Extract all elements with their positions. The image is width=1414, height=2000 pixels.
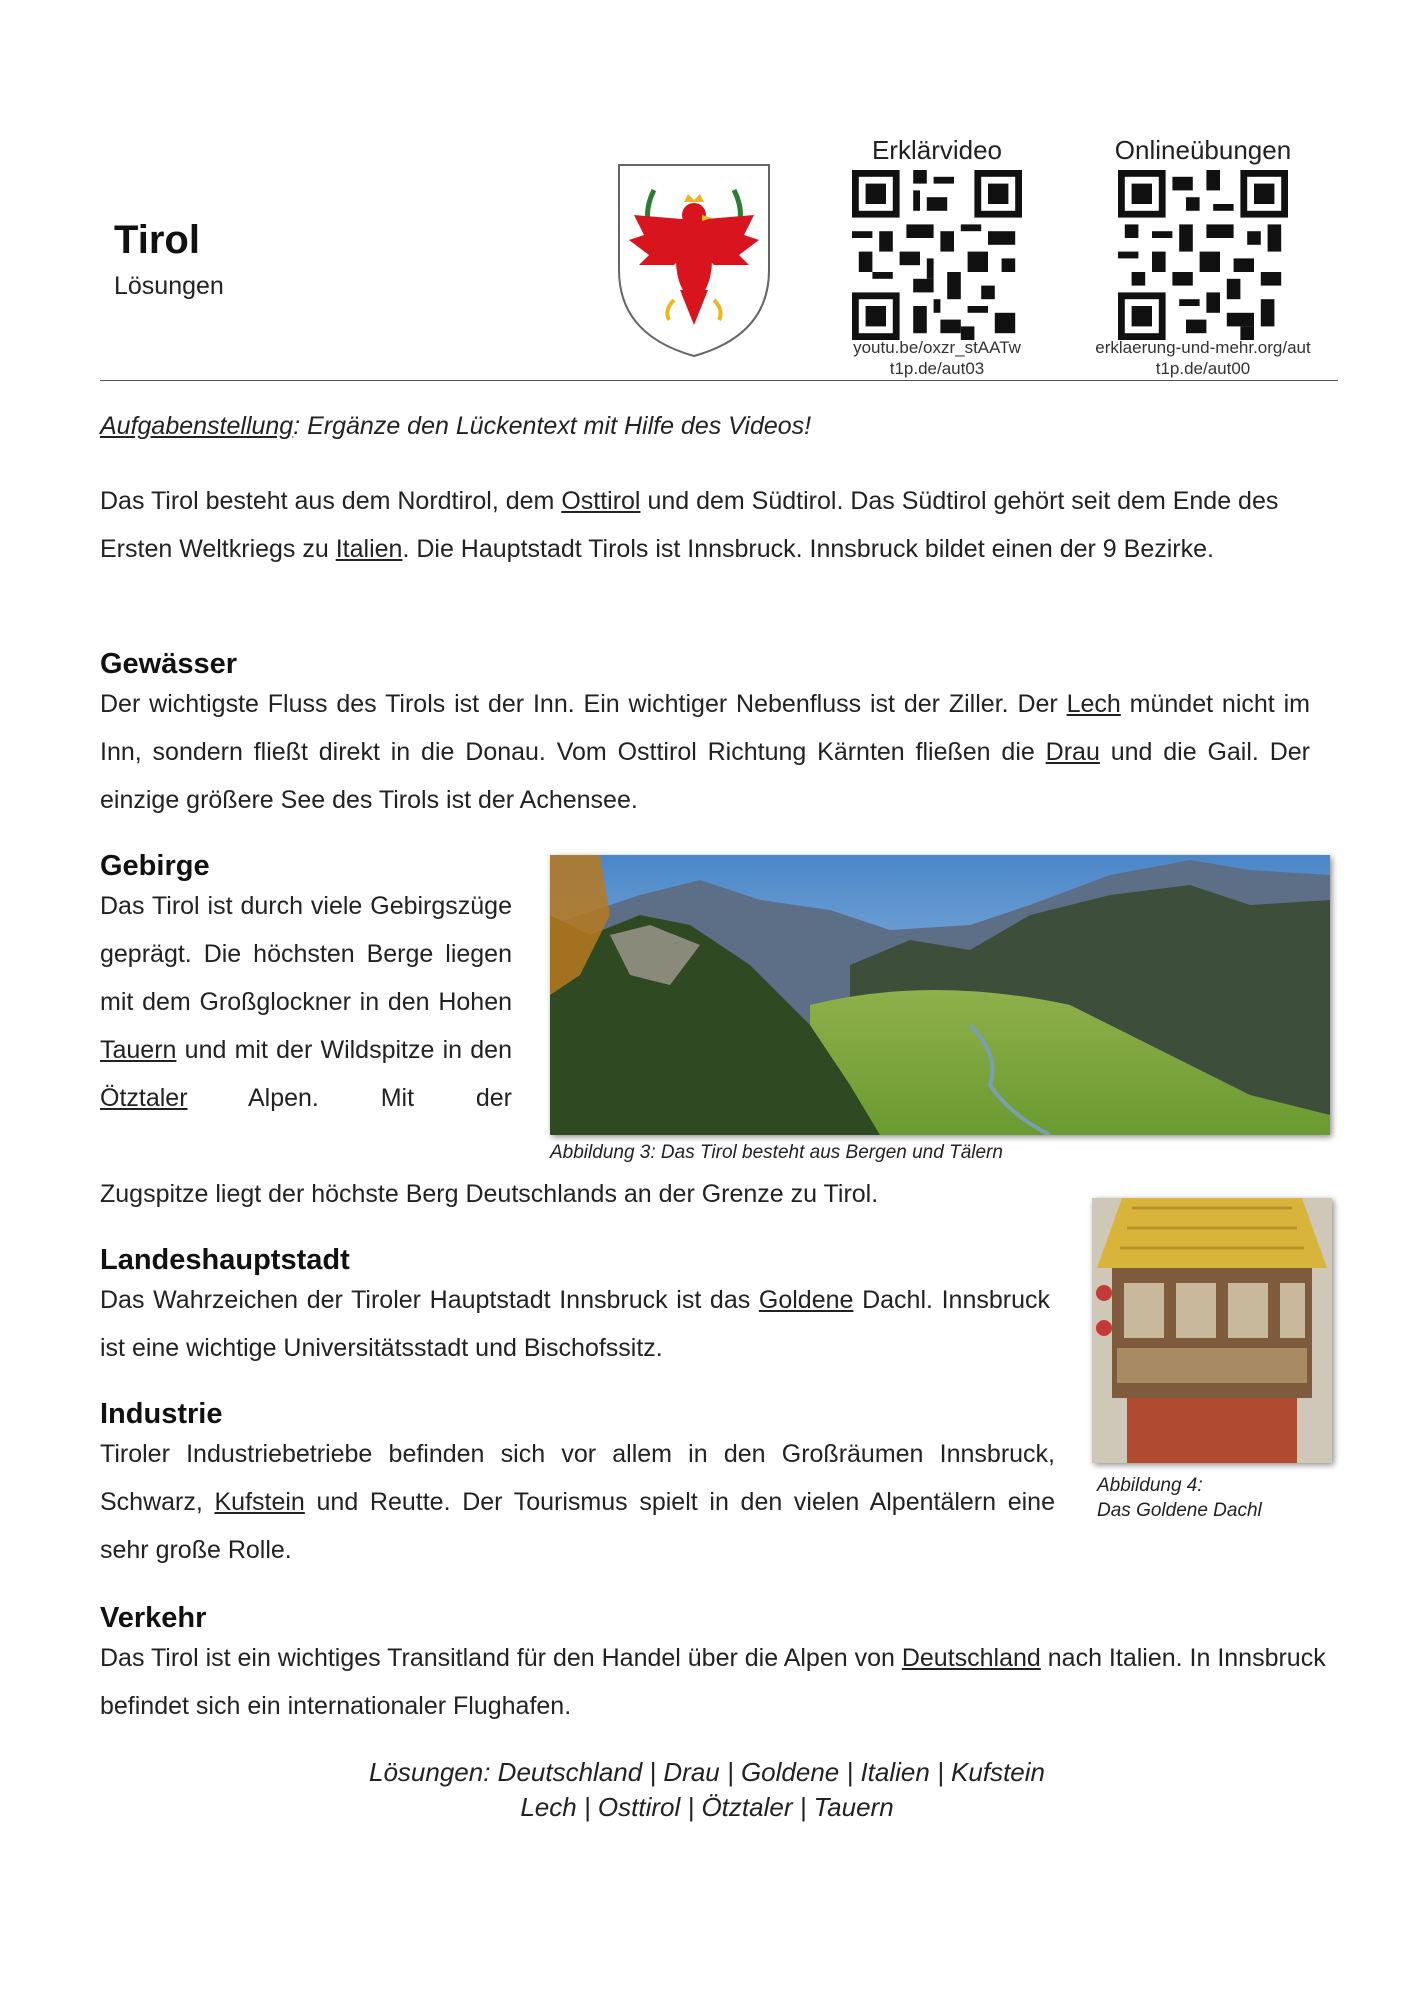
verkehr-text-2: nach Italien. In Innsbruck befindet sich ein internationaler Flughafen. [100,1644,1326,1720]
gap-oetztaler: Ötztaler [100,1084,188,1112]
gap-osttirol: Osttirol [561,487,641,515]
intro-text-3: . Die Hauptstadt Tirols ist Innsbruck. Innsbruck bildet einen der 9 Bezirke. [402,535,1214,563]
gap-tauern: Tauern [100,1036,177,1064]
page-subtitle: Lösungen [114,272,224,300]
figure-3-caption: Abbildung 3: Das Tirol besteht aus Bergen und Tälern [550,1142,1003,1163]
qr-code-exercises-icon[interactable] [1118,170,1288,340]
heading-gebirge: Gebirge [100,850,210,882]
qr-exercises-url[interactable]: erklaerung-und-mehr.org/aut [1095,338,1311,357]
intro-text-2: und dem Südtirol. Das Südtirol gehört seit dem Ende des Ersten Weltkriegs zu [100,487,1279,563]
gewaesser-text-3: und die Gail. Der einzige größere See des Tirols ist der Achensee. [100,738,1310,814]
gebirge-text-3: Alpen. Mit der [187,1084,512,1112]
gap-italien: Italien [335,535,403,563]
qr-video-url[interactable]: youtu.be/oxzr_stAATw [853,338,1021,357]
task-instruction [100,412,811,441]
solutions-box [40,1755,1374,1825]
gap-kufstein: Kufstein [214,1488,305,1516]
tirol-coat-of-arms [614,160,774,360]
gap-lech: Lech [1066,690,1121,718]
landeshauptstadt-text-2: Dachl. Innsbruck ist eine wichtige Universitätsstadt und Bischofssitz. [100,1286,1050,1362]
mountain-valley-photo [550,855,1330,1135]
golden-roof-photo [1092,1198,1332,1463]
landeshauptstadt-paragraph [100,1276,1050,1372]
intro-paragraph [100,477,1310,573]
landeshauptstadt-text-1: Das Wahrzeichen der Tiroler Hauptstadt Innsbruck ist das [100,1286,759,1314]
heading-gewaesser: Gewässer [100,648,238,680]
verkehr-text-1: Das Tirol ist ein wichtiges Transitland für den Handel über die Alpen von [100,1644,902,1672]
figure-4-caption-line-2: Das Goldene Dachl [1097,1500,1262,1521]
solutions-line-1: Lösungen: Deutschland | Drau | Goldene | Italien | Kufstein [369,1757,1045,1787]
industrie-text-2: und Reutte. Der Tourismus spielt in den vielen Alpentälern eine sehr große Rolle. [100,1488,1055,1564]
header-divider [100,380,1338,381]
gewaesser-text-1: Der wichtigste Fluss des Tirols ist der Inn. Ein wichtiger Nebenfluss ist der Ziller. Der [100,690,1067,718]
heading-industrie: Industrie [100,1398,223,1430]
industrie-paragraph [100,1430,1055,1574]
gewaesser-text-2: mündet nicht im Inn, sondern fließt direkt in die Donau. Vom Osttirol Richtung Kärnten fließen die [100,690,1310,766]
qr-video-short-url[interactable]: t1p.de/aut03 [889,359,985,378]
task-label: Aufgabenstellung [100,412,294,440]
page-title: Tirol [114,218,200,262]
gap-goldene: Goldene [758,1286,854,1314]
qr-exercises-label: Onlineübungen [1114,135,1292,165]
verkehr-paragraph [100,1634,1330,1730]
qr-code-video-icon[interactable] [852,170,1022,340]
intro-text-1: Das Tirol besteht aus dem Nordtirol, dem [100,487,562,515]
gebirge-text-2: und mit der Wildspitze in den [176,1036,512,1064]
gewaesser-paragraph [100,680,1310,824]
gebirge-text-1: Das Tirol ist durch viele Gebirgszüge geprägt. Die höchsten Berge liegen mit dem Großglockner in den Hohen [100,892,512,1016]
figure-4-caption-line-1: Abbildung 4: [1097,1475,1203,1496]
qr-exercises-short-url[interactable]: t1p.de/aut00 [1155,359,1251,378]
gebirge-paragraph-end: Zugspitze liegt der höchste Berg Deutschlands an der Grenze zu Tirol. [100,1180,879,1208]
heading-verkehr: Verkehr [100,1602,207,1634]
solutions-line-2: Lech | Osttirol | Ötztaler | Tauern [520,1792,894,1822]
industrie-text-1: Tiroler Industriebetriebe befinden sich vor allem in den Großräumen Innsbruck, Schwarz, [100,1440,1055,1516]
qr-video-label: Erklärvideo [871,135,1003,165]
task-text: : Ergänze den Lückentext mit Hilfe des Videos! [293,412,812,440]
gebirge-paragraph [100,882,512,1122]
gap-deutschland: Deutschland [901,1644,1041,1672]
gap-drau: Drau [1045,738,1100,766]
heading-landeshauptstadt: Landeshauptstadt [100,1244,350,1276]
